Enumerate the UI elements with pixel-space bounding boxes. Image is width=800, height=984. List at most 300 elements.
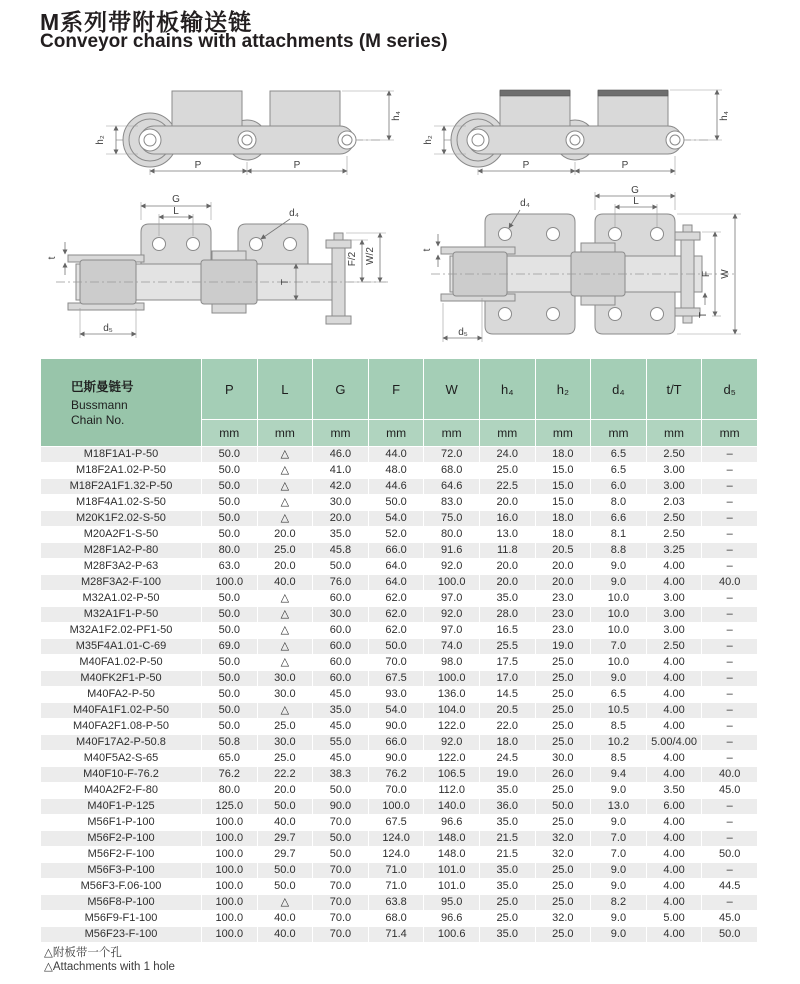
value-cell: 15.0 [535, 479, 591, 495]
value-cell: 60.0 [313, 623, 369, 639]
value-cell: 2.50 [646, 639, 702, 655]
dim-label-l: L [633, 196, 639, 207]
value-cell: 50.0 [202, 527, 258, 543]
chain-drawing [56, 224, 390, 324]
dim-label-d4: d₄ [289, 208, 299, 219]
dim-label-d5: d₅ [458, 327, 468, 338]
chain-no-cell: M28F1A2-P-80 [41, 543, 202, 559]
value-cell: 95.0 [424, 895, 480, 911]
table-head [41, 359, 758, 447]
dim-label-h4: h₄ [719, 111, 730, 121]
table-row [41, 879, 758, 895]
value-cell: 50.8 [202, 735, 258, 751]
value-cell: – [702, 751, 758, 767]
chain-table-body [41, 447, 758, 943]
page-title-zh: M系列带附板输送链 [40, 9, 253, 35]
value-cell: 8.8 [591, 543, 647, 559]
value-cell: 26.0 [535, 767, 591, 783]
chain-side-view-bent-diagram [420, 78, 732, 180]
value-cell: 16.0 [479, 511, 535, 527]
value-cell: 70.0 [313, 911, 369, 927]
chain-no-cell: M40FA1.02-P-50 [41, 655, 202, 671]
value-cell: 90.0 [368, 719, 424, 735]
value-cell: 35.0 [479, 815, 535, 831]
value-cell: 20.5 [479, 703, 535, 719]
attachment-plate [238, 224, 308, 264]
value-cell: 100.0 [424, 575, 480, 591]
value-cell: 62.0 [368, 623, 424, 639]
value-cell: 68.0 [368, 911, 424, 927]
value-cell: – [702, 527, 758, 543]
value-cell: 4.00 [646, 831, 702, 847]
value-cell: 50.0 [313, 831, 369, 847]
value-cell: 70.0 [313, 927, 369, 943]
value-cell: 50.0 [202, 655, 258, 671]
value-cell: 4.00 [646, 575, 702, 591]
value-cell: 9.0 [591, 863, 647, 879]
value-cell: 7.0 [591, 847, 647, 863]
value-cell: 91.6 [424, 543, 480, 559]
chain-no-cell: M40F5A2-S-65 [41, 751, 202, 767]
dim-label-h2: h₂ [423, 135, 434, 145]
value-cell: 136.0 [424, 687, 480, 703]
page-title-en: Conveyor chains with attachments (M series) [40, 31, 448, 52]
value-cell: 40.0 [257, 911, 313, 927]
value-cell: 25.0 [535, 895, 591, 911]
value-cell: – [702, 463, 758, 479]
value-cell: – [702, 479, 758, 495]
unit-cell: mm [202, 420, 258, 447]
value-cell: 62.0 [368, 607, 424, 623]
unit-cell: mm [257, 420, 313, 447]
value-cell: 25.0 [479, 463, 535, 479]
value-cell: – [702, 591, 758, 607]
value-cell: 25.0 [257, 751, 313, 767]
chain-no-cell: M18F2A1.02-P-50 [41, 463, 202, 479]
value-cell: 148.0 [424, 847, 480, 863]
value-cell: 100.0 [202, 911, 258, 927]
value-cell: 22.0 [479, 719, 535, 735]
unit-cell: mm [368, 420, 424, 447]
table-row [41, 895, 758, 911]
value-cell: 50.0 [368, 639, 424, 655]
column-header: G [313, 359, 369, 420]
value-cell: △ [257, 639, 313, 655]
value-cell: 17.0 [479, 671, 535, 687]
value-cell: 9.0 [591, 783, 647, 799]
value-cell: △ [257, 447, 313, 463]
chain-no-cell: M56F3-F.06-100 [41, 879, 202, 895]
value-cell: 10.5 [591, 703, 647, 719]
value-cell: – [702, 687, 758, 703]
unit-cell: mm [535, 420, 591, 447]
value-cell: 92.0 [424, 607, 480, 623]
value-cell: 21.5 [479, 831, 535, 847]
chain-no-cell: M20A2F1-S-50 [41, 527, 202, 543]
value-cell: 67.5 [368, 815, 424, 831]
chain-no-cell: M18F1A1-P-50 [41, 447, 202, 463]
value-cell: 60.0 [313, 639, 369, 655]
value-cell: 4.00 [646, 815, 702, 831]
value-cell: 35.0 [479, 879, 535, 895]
value-cell: 25.0 [535, 735, 591, 751]
value-cell: 101.0 [424, 863, 480, 879]
footnote-zh: △附板带一个孔 [44, 947, 122, 959]
value-cell: 25.0 [535, 927, 591, 943]
value-cell: 9.0 [591, 911, 647, 927]
column-header: d₄ [591, 359, 647, 420]
value-cell: 6.5 [591, 463, 647, 479]
value-cell: △ [257, 623, 313, 639]
value-cell: 148.0 [424, 831, 480, 847]
table-row [41, 751, 758, 767]
value-cell: 124.0 [368, 847, 424, 863]
value-cell: 100.0 [424, 671, 480, 687]
value-cell: 75.0 [424, 511, 480, 527]
value-cell: 52.0 [368, 527, 424, 543]
value-cell: 90.0 [313, 799, 369, 815]
value-cell: 25.0 [535, 687, 591, 703]
dim-label-w: W [720, 269, 731, 279]
value-cell: 50.0 [313, 783, 369, 799]
table-row [41, 559, 758, 575]
attachment-plate [141, 224, 211, 264]
value-cell: 10.0 [591, 655, 647, 671]
value-cell: 16.5 [479, 623, 535, 639]
attachment-hole [499, 308, 512, 321]
value-cell: 50.0 [202, 671, 258, 687]
value-cell: △ [257, 463, 313, 479]
dim-label-f: F [701, 270, 712, 278]
value-cell: 3.00 [646, 607, 702, 623]
value-cell: 50.0 [313, 847, 369, 863]
unit-cell: mm [424, 420, 480, 447]
table-row [41, 687, 758, 703]
value-cell: 45.0 [313, 687, 369, 703]
pin-cap [326, 240, 351, 248]
value-cell: – [702, 671, 758, 687]
attachment-hole [547, 308, 560, 321]
value-cell: 76.0 [313, 575, 369, 591]
value-cell: 5.00 [646, 911, 702, 927]
attachment-hole [284, 238, 297, 251]
table-row [41, 575, 758, 591]
pin-cap [675, 232, 700, 240]
value-cell: 50.0 [368, 495, 424, 511]
value-cell: 29.7 [257, 831, 313, 847]
value-cell: 20.0 [479, 495, 535, 511]
table-row [41, 607, 758, 623]
value-cell: 2.50 [646, 447, 702, 463]
value-cell: 13.0 [479, 527, 535, 543]
value-cell: 4.00 [646, 559, 702, 575]
value-cell: 90.0 [368, 751, 424, 767]
value-cell: 83.0 [424, 495, 480, 511]
value-cell: 24.5 [479, 751, 535, 767]
value-cell: 50.0 [202, 463, 258, 479]
value-cell: – [702, 607, 758, 623]
pin-tip [683, 225, 692, 232]
value-cell: 18.0 [479, 735, 535, 751]
chain-no-cell: M40FK2F1-P-50 [41, 671, 202, 687]
value-cell: 50.0 [257, 879, 313, 895]
value-cell: 93.0 [368, 687, 424, 703]
value-cell: 71.0 [368, 879, 424, 895]
value-cell: 10.0 [591, 623, 647, 639]
value-cell: 13.0 [591, 799, 647, 815]
value-cell: 14.5 [479, 687, 535, 703]
value-cell: 2.03 [646, 495, 702, 511]
attachment-hole [250, 238, 263, 251]
chain-top-view-double-diagram [424, 184, 756, 354]
value-cell: 4.00 [646, 863, 702, 879]
value-cell: 67.5 [368, 671, 424, 687]
value-cell: 35.0 [313, 703, 369, 719]
value-cell: 25.0 [535, 863, 591, 879]
value-cell: 70.0 [313, 863, 369, 879]
value-cell: 8.5 [591, 719, 647, 735]
value-cell: 97.0 [424, 591, 480, 607]
value-cell: 23.0 [535, 623, 591, 639]
value-cell: 63.8 [368, 895, 424, 911]
value-cell: 55.0 [313, 735, 369, 751]
pin-cap [675, 308, 700, 316]
value-cell: 70.0 [368, 783, 424, 799]
value-cell: 100.0 [202, 575, 258, 591]
column-header: h₂ [535, 359, 591, 420]
value-cell: – [702, 863, 758, 879]
value-cell: 25.0 [535, 719, 591, 735]
table-row [41, 911, 758, 927]
value-cell: 124.0 [368, 831, 424, 847]
value-cell: 50.0 [202, 479, 258, 495]
value-cell: 48.0 [368, 463, 424, 479]
value-cell: 4.00 [646, 687, 702, 703]
chain-side-view-diagram [92, 78, 404, 180]
table-row [41, 447, 758, 463]
value-cell: △ [257, 479, 313, 495]
value-cell: 8.5 [591, 751, 647, 767]
dim-label-p: P [522, 160, 530, 171]
value-cell: – [702, 815, 758, 831]
dim-label-w-half: W/2 [365, 247, 376, 265]
dim-label-T: T [698, 311, 709, 319]
chain-no-cell: M56F2-F-100 [41, 847, 202, 863]
value-cell: 4.00 [646, 847, 702, 863]
value-cell: △ [257, 495, 313, 511]
value-cell: – [702, 831, 758, 847]
value-cell: 18.0 [535, 527, 591, 543]
value-cell: 4.00 [646, 879, 702, 895]
value-cell: 25.0 [535, 671, 591, 687]
table-row [41, 783, 758, 799]
table-row [41, 527, 758, 543]
dim-label-d4: d₄ [520, 198, 530, 209]
value-cell: 4.00 [646, 927, 702, 943]
value-cell: 6.0 [591, 479, 647, 495]
chain-no-header [41, 359, 202, 447]
value-cell: 96.6 [424, 815, 480, 831]
attachment-block [172, 91, 242, 126]
value-cell: 32.0 [535, 847, 591, 863]
value-cell: 25.0 [535, 783, 591, 799]
chain-no-cell: M40A2F2-F-80 [41, 783, 202, 799]
value-cell: 18.0 [535, 511, 591, 527]
pin-cap [212, 251, 246, 260]
chain-no-cell: M40FA2-P-50 [41, 687, 202, 703]
value-cell: 5.00/4.00 [646, 735, 702, 751]
chain-no-cell: M18F2A1F1.32-P-50 [41, 479, 202, 495]
value-cell: 30.0 [257, 735, 313, 751]
chain-top-view-single-diagram [46, 186, 394, 352]
value-cell: 65.0 [202, 751, 258, 767]
table-row [41, 591, 758, 607]
value-cell: △ [257, 655, 313, 671]
value-cell: 71.4 [368, 927, 424, 943]
value-cell: 50.0 [202, 511, 258, 527]
value-cell: △ [257, 591, 313, 607]
chain-no-cell: M40F1-P-125 [41, 799, 202, 815]
dim-label-l: L [173, 206, 179, 217]
value-cell: 140.0 [424, 799, 480, 815]
chain-no-cell: M28F3A2-P-63 [41, 559, 202, 575]
value-cell: 20.5 [535, 543, 591, 559]
chain-no-cell: M56F2-P-100 [41, 831, 202, 847]
value-cell: 3.00 [646, 463, 702, 479]
value-cell: – [702, 559, 758, 575]
value-cell: 4.00 [646, 703, 702, 719]
chain-no-cell: M20K1F2.02-S-50 [41, 511, 202, 527]
value-cell: 7.0 [591, 639, 647, 655]
column-header: F [368, 359, 424, 420]
value-cell: 9.0 [591, 879, 647, 895]
table-row [41, 863, 758, 879]
chain-no-header-zh: 巴斯曼链号 [71, 380, 134, 394]
value-cell: 23.0 [535, 607, 591, 623]
pin-cap [326, 316, 351, 324]
pin-tip [334, 233, 343, 240]
table-row [41, 847, 758, 863]
attachment-hole [609, 308, 622, 321]
table-row [41, 767, 758, 783]
value-cell: 30.0 [313, 495, 369, 511]
unit-cell: mm [479, 420, 535, 447]
chain-no-cell: M28F3A2-F-100 [41, 575, 202, 591]
value-cell: 66.0 [368, 735, 424, 751]
value-cell: 100.0 [202, 927, 258, 943]
value-cell: 30.0 [257, 687, 313, 703]
value-cell: 100.0 [202, 895, 258, 911]
unit-cell: mm [646, 420, 702, 447]
chain-no-cell: M40FA1F1.02-P-50 [41, 703, 202, 719]
value-cell: 35.0 [479, 591, 535, 607]
value-cell: 9.0 [591, 559, 647, 575]
value-cell: – [702, 799, 758, 815]
value-cell: 106.5 [424, 767, 480, 783]
value-cell: 50.0 [202, 703, 258, 719]
value-cell: 100.0 [202, 863, 258, 879]
value-cell: 30.0 [257, 671, 313, 687]
column-header: d₅ [702, 359, 758, 420]
value-cell: 80.0 [202, 543, 258, 559]
value-cell: 4.00 [646, 767, 702, 783]
value-cell: 32.0 [535, 911, 591, 927]
table-row [41, 639, 758, 655]
value-cell: 25.0 [257, 719, 313, 735]
value-cell: 4.00 [646, 671, 702, 687]
value-cell: 15.0 [535, 495, 591, 511]
value-cell: 30.0 [535, 751, 591, 767]
value-cell: 4.00 [646, 655, 702, 671]
chain-no-cell: M56F23-F-100 [41, 927, 202, 943]
value-cell: 35.0 [479, 863, 535, 879]
value-cell: 50.0 [313, 559, 369, 575]
value-cell: – [702, 735, 758, 751]
value-cell: 100.0 [202, 815, 258, 831]
chain-no-cell: M32A1.02-P-50 [41, 591, 202, 607]
value-cell: 60.0 [313, 591, 369, 607]
value-cell: 6.00 [646, 799, 702, 815]
table-row [41, 831, 758, 847]
chain-no-header-en1: Bussmann [71, 398, 128, 412]
pin-cap [212, 304, 246, 313]
dim-label-h2: h₂ [95, 135, 106, 145]
value-cell: 20.0 [257, 783, 313, 799]
value-cell: 50.0 [535, 799, 591, 815]
value-cell: 104.0 [424, 703, 480, 719]
table-row [41, 655, 758, 671]
dim-label-f-half: F/2 [347, 251, 358, 267]
value-cell: 9.0 [591, 927, 647, 943]
dim-label-p: P [194, 160, 202, 171]
value-cell: 8.1 [591, 527, 647, 543]
value-cell: 96.6 [424, 911, 480, 927]
value-cell: 40.0 [702, 767, 758, 783]
value-cell: 23.0 [535, 591, 591, 607]
value-cell: 63.0 [202, 559, 258, 575]
value-cell: 35.0 [479, 927, 535, 943]
value-cell: 36.0 [479, 799, 535, 815]
value-cell: 46.0 [313, 447, 369, 463]
value-cell: 40.0 [257, 815, 313, 831]
table-row [41, 623, 758, 639]
chain-no-cell: M56F1-P-100 [41, 815, 202, 831]
value-cell: 50.0 [202, 495, 258, 511]
value-cell: 45.0 [313, 719, 369, 735]
value-cell: 29.7 [257, 847, 313, 863]
table-row [41, 463, 758, 479]
value-cell: 40.0 [257, 575, 313, 591]
value-cell: 60.0 [313, 655, 369, 671]
value-cell: 25.0 [479, 911, 535, 927]
value-cell: 18.0 [535, 447, 591, 463]
table-row [41, 927, 758, 943]
value-cell: 22.2 [257, 767, 313, 783]
value-cell: 92.0 [424, 735, 480, 751]
value-cell: 3.00 [646, 591, 702, 607]
value-cell: 100.0 [368, 799, 424, 815]
attachment-hole [547, 228, 560, 241]
value-cell: 25.0 [535, 879, 591, 895]
value-cell: 25.0 [257, 543, 313, 559]
column-header: t/T [646, 359, 702, 420]
value-cell: 25.0 [535, 655, 591, 671]
value-cell: 35.0 [479, 783, 535, 799]
value-cell: 71.0 [368, 863, 424, 879]
table-row [41, 511, 758, 527]
value-cell: 3.50 [646, 783, 702, 799]
value-cell: 70.0 [313, 815, 369, 831]
